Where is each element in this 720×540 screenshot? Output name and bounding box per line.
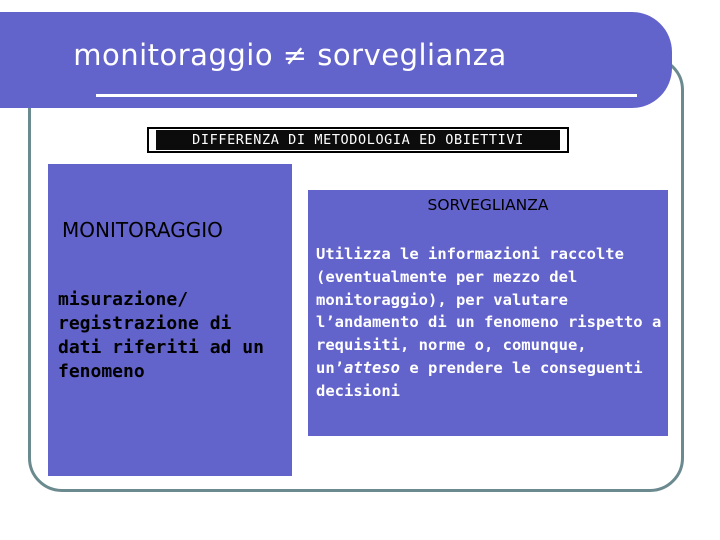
slide-title: monitoraggio ≠ sorveglianza (73, 38, 507, 72)
title-underline (96, 94, 637, 97)
sorveglianza-definition (316, 243, 668, 403)
sorveglianza-heading: SORVEGLIANZA (427, 196, 549, 214)
subtitle-text: DIFFERENZA DI METODOLOGIA ED OBIETTIVI (156, 130, 560, 150)
sorveglianza-text-part2: e prendere le conseguenti decisioni (316, 358, 643, 400)
subtitle-box (148, 128, 568, 152)
sorveglianza-text-italic: atteso (344, 358, 400, 377)
sorveglianza-text-part1: Utilizza le informazioni raccolte (eventualmente per mezzo del monitoraggio), per valutare l’andamento di un fenomeno rispetto a requisiti, norme o, comunque, un’ (316, 245, 662, 377)
monitoraggio-definition: misurazione/ registrazione di dati riferiti ad un fenomeno (58, 289, 264, 382)
monitoraggio-heading: MONITORAGGIO (62, 218, 223, 242)
